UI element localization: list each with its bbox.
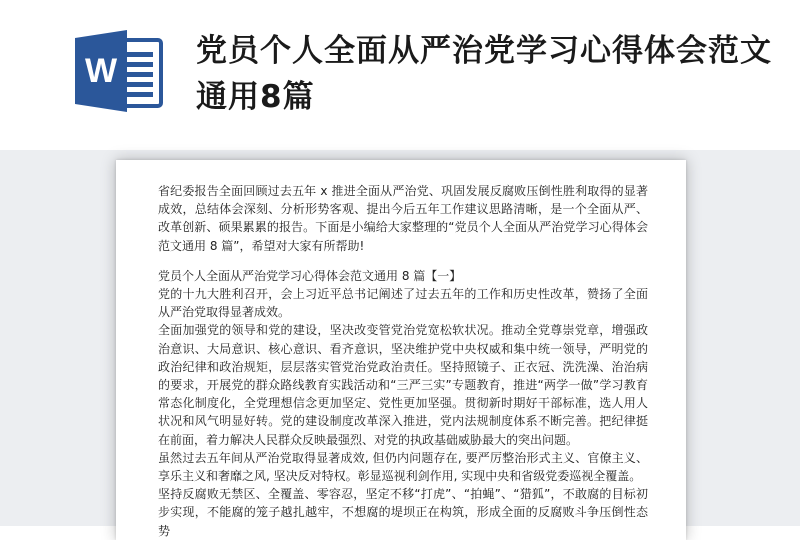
word-document-icon bbox=[75, 30, 165, 112]
body-paragraph: 坚持反腐败无禁区、全覆盖、零容忍，坚定不移“打虎”、“拍蝇”、“猎狐”，不敢腐的目标初步实现，不能腐的笼子越扎越牢，不想腐的堤坝正在构筑，形成全面的反腐败斗争压倒性态势 bbox=[158, 487, 648, 538]
body-paragraph: 党的十九大胜利召开，会上习近平总书记阐述了过去五年的工作和历史性改革，赞扬了全面从严治党取得显著成效。 bbox=[158, 287, 648, 320]
section-heading: 党员个人全面从严治党学习心得体会范文通用 8 篇【一】 bbox=[158, 268, 462, 283]
document-page bbox=[116, 160, 686, 540]
word-logo-letter: W bbox=[84, 52, 118, 90]
body-paragraph: 全面加强党的领导和党的建设，坚决改变管党治党宽松软状况。推动全党尊崇党章，增强政治意识、大局意识、核心意识、看齐意识，坚决维护党中央权威和集中统一领导，严明党的政治纪律和政治规矩，层层落实管党治党政治责任。坚持照镜子、正衣冠、洗洗澡、治治病的要求，开展党的群众路线教育实践活动和“三严三实”专题教育，推进“两学一做”学习教育常态化制度化，全党理想信念更加坚定、党性更加坚强。贯彻新时期好干部标准，选人用人状况和风气明显好转。党的建设制度改革深入推进，党内法规制度体系不断完善。把纪律挺在前面，着力解决人民群众反映最强烈、对党的执政基础威胁最大的突出问题。 bbox=[158, 323, 648, 447]
intro-paragraph: 省纪委报告全面回顾过去五年 x 推进全面从严治党、巩固发展反腐败压倒性胜利取得的显著成效，总结体会深刻、分析形势客观、提出今后五年工作建议思路清晰，是一个全面从严、改革创新、硕果累累的报告。下面是小编给大家整理的“党员个人全面从严治党学习心得体会范文通用 8 篇”，希望对大家有所帮助! bbox=[158, 184, 648, 253]
page-title: 党员个人全面从严治党学习心得体会范文通用8篇 bbox=[196, 33, 772, 115]
body-paragraph: 虽然过去五年间从严治党取得显著成效, 但仍内问题存在, 要严厉整治形式主义、官僚主义、享乐主义和奢靡之风, 坚决反对特权。彰显巡视利剑作用, 实现中央和省级党委巡视全覆盖。 bbox=[158, 450, 648, 484]
header bbox=[0, 0, 800, 150]
document-body bbox=[158, 182, 648, 540]
